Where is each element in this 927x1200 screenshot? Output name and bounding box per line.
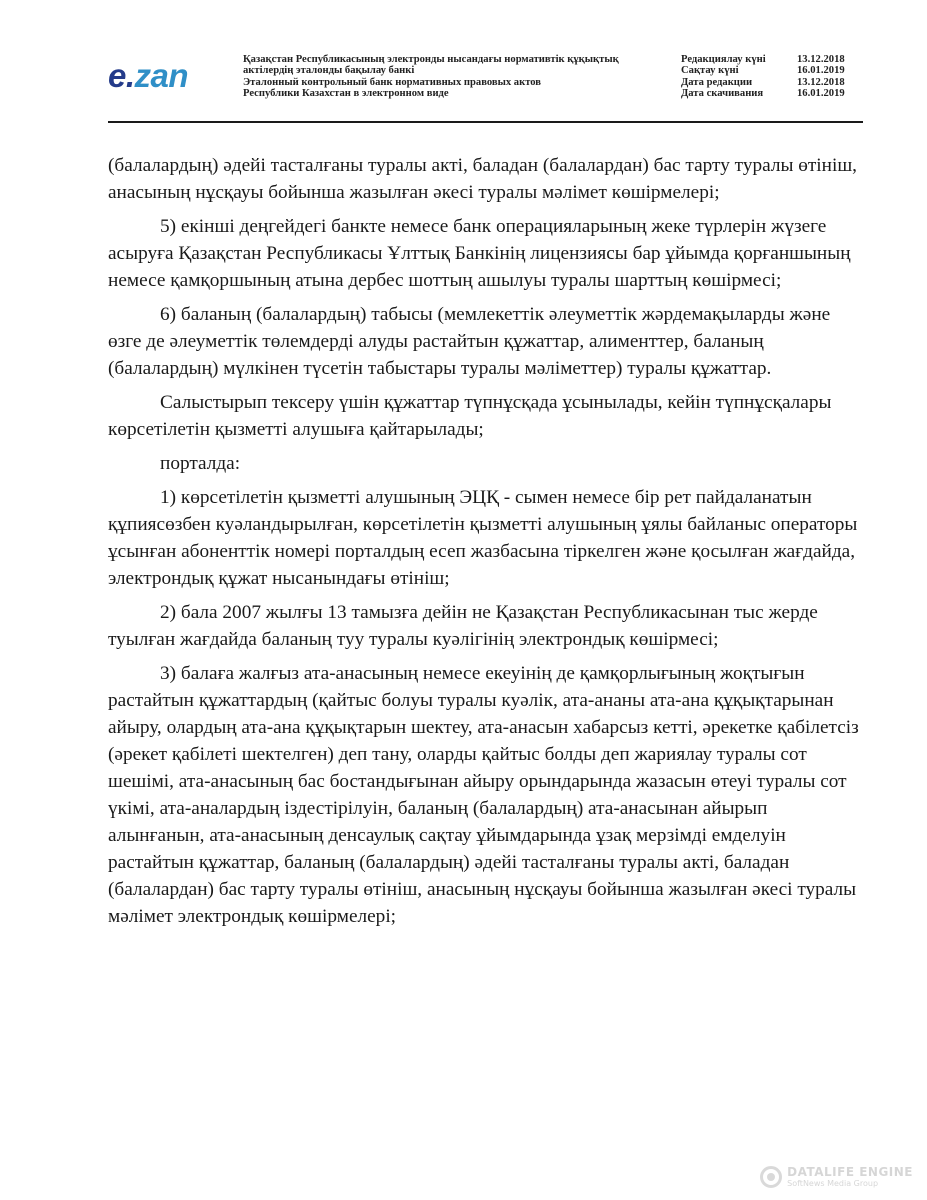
meta-row bbox=[681, 54, 863, 65]
meta-label: Дата редакции bbox=[681, 76, 753, 88]
header-meta-table bbox=[681, 54, 863, 100]
watermark-subtitle: SoftNews Media Group bbox=[787, 1179, 879, 1188]
header-line: Эталонный контрольный банк нормативных правовых актов bbox=[243, 76, 542, 88]
paragraph: порталда: bbox=[160, 453, 241, 474]
datalife-watermark bbox=[760, 1166, 913, 1188]
document-body bbox=[108, 152, 863, 937]
meta-value: 16.01.2019 bbox=[797, 65, 845, 77]
paragraph: 3) балаға жалғыз ата-анасының немесе екеуінің де қамқорлығының жоқтығын растайтын құжаттардың (қайтыс болуы туралы куәлік, ата-ананы ата-ана құқықтарынан айыру, олардың ата-ана құқықтарын шектеу, ата-анасын хабарсыз кетті, әрекетке қабілетсіз (әрекет қабілеті шектелген) деп тану, оларды қайтыс болды деп жариялау туралы сот шешімі, ата-анасының бас бостандығынан айыру орындарында жазасын өтеуі туралы сот үкімі, ата-аналардың іздестірілуін, баланың (балалардың) ата-анасынан айырып алынғанын, ата-анасының денсаулық сақтау ұйымдарында ұзақ мерзімді емделуін растайтын құжаттар, баланың (балалардың) әдейі тасталғаны туралы акті, баладан (балалардан) бас тарту туралы өтініш, анасының нұсқауы бойынша жазылған әкесі туралы мәлімет электрондық көшірмелері; bbox=[108, 663, 859, 927]
meta-value: 16.01.2019 bbox=[797, 88, 845, 100]
logo-e: e. bbox=[108, 57, 135, 94]
meta-row bbox=[681, 88, 863, 99]
meta-value: 13.12.2018 bbox=[797, 76, 845, 88]
header-line: Республики Казахстан в электронном виде bbox=[243, 88, 449, 100]
meta-label: Дата скачивания bbox=[681, 88, 764, 100]
watermark-text bbox=[787, 1166, 913, 1188]
paragraph: (балалардың) әдейі тасталғаны туралы акті, баладан (балалардан) бас тарту туралы өтініш, анасының нұсқауы бойынша жазылған әкесі туралы мәлімет көшірмелері; bbox=[108, 155, 857, 203]
meta-row bbox=[681, 65, 863, 76]
datalife-logo-icon bbox=[760, 1166, 782, 1188]
meta-label: Сақтау күні bbox=[681, 65, 739, 77]
ezan-logo bbox=[108, 58, 188, 94]
document-header bbox=[108, 50, 863, 122]
paragraph: 1) көрсетілетін қызметті алушының ЭЦҚ - сымен немесе бір рет пайдаланатын құпиясөзбен куәландырылған, көрсетілетін қызметті алушының ұялы байланыс операторы ұсынған абоненттік номері порталдың есеп жазбасына тіркелген және қосылған жағдайда, электрондық құжат нысанындағы өтініш; bbox=[108, 487, 858, 589]
paragraph: Салыстырып тексеру үшін құжаттар түпнұсқада ұсынылады, кейін түпнұсқалары көрсетілетін қызметті алушыға қайтарылады; bbox=[108, 392, 832, 440]
logo-zan: zan bbox=[134, 57, 189, 94]
paragraph: 6) баланың (балалардың) табысы (мемлекеттік әлеуметтік жәрдемақыларды және өзге де әлеуметтік төлемдерді алуды растайтын құжаттар, алименттер, баланың (балалардың) мүлкінен түсетін табыстары туралы мәліметтер) туралы құжаттар. bbox=[108, 304, 831, 379]
header-line: актілердің эталонды бақылау банкі bbox=[243, 65, 415, 77]
meta-row bbox=[681, 77, 863, 88]
meta-label: Редакциялау күні bbox=[681, 54, 766, 65]
watermark-title: DATALIFE ENGINE bbox=[787, 1165, 913, 1179]
header-divider bbox=[108, 121, 863, 123]
header-line: Қазақстан Республикасының электронды нысандағы нормативтік құқықтық bbox=[243, 54, 619, 65]
paragraph: 2) бала 2007 жылғы 13 тамызға дейін не Қазақстан Республикасынан тыс жерде туылған жағдайда баланың туу туралы куәлігінің электрондық көшірмесі; bbox=[108, 602, 818, 650]
meta-value: 13.12.2018 bbox=[797, 54, 845, 65]
header-title-block bbox=[243, 54, 663, 100]
paragraph: 5) екінші деңгейдегі банкте немесе банк операцияларының жеке түрлерін жүзеге асыруға Қазақстан Республикасы Ұлттық Банкінің лицензиясы бар ұйымда қорғаншының немесе қамқоршының атына дербес шоттың ашылуы туралы шарттың көшірмесі; bbox=[108, 216, 851, 291]
